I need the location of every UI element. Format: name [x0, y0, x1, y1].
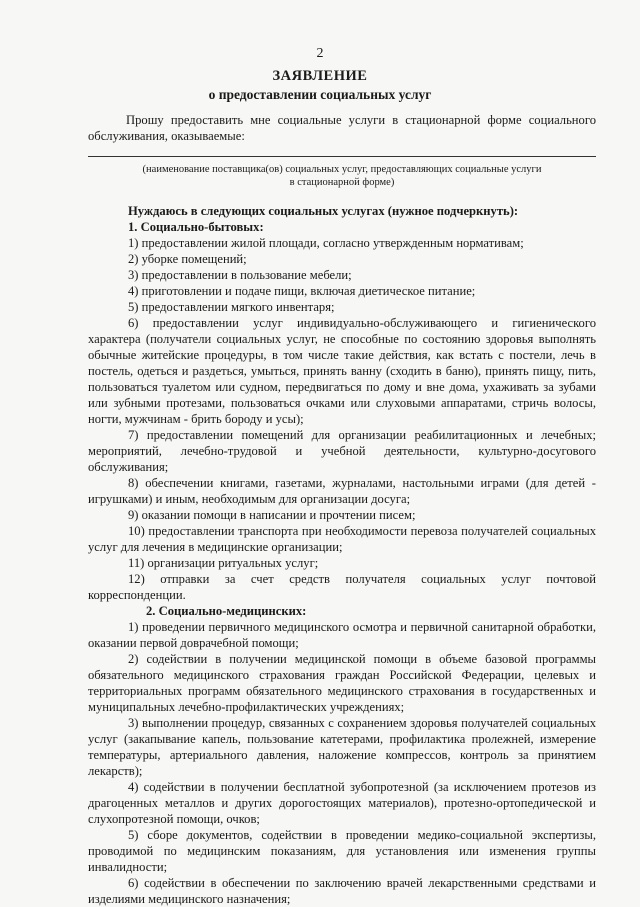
section2-item: 6) содействии в обеспечении по заключению врачей лекарственными средствами и изделиями медицинского назначения;	[88, 876, 596, 906]
section1-item: 7) предоставлении помещений для организации реабилитационных и лечебных; мероприятий, лечебно-трудовой и учебной деятельности, культурно-досугового обслуживания;	[88, 428, 596, 474]
section1-item: 2) уборке помещений;	[128, 252, 247, 266]
section2-item: 5) сборе документов, содействии в проведении медико-социальной экспертизы, проводимой по медицинским показаниям, для установления или изменения группы инвалидности;	[88, 828, 596, 874]
section2-heading: 2. Социально-медицинских:	[146, 604, 307, 618]
section1-item: 6) предоставлении услуг индивидуально-обслуживающего и гигиенического характера (получатели социальных услуг, не способные по состоянию здоровья выполнять обычные житейские процедуры, в том числе такие действия, как встать с постели, лечь в постель, одеться и раздеться, умыться, принять ванну (сходить в баню), принять пищу, пить, пользоваться туалетом или судном, передвигаться по дому и вне дома, ухаживать за зубами или зубными протезами, пользоваться очками или слуховыми аппаратами, стричь волосы, ногти, мужчинам - брить бороду и усы);	[88, 316, 596, 426]
provider-blank-line	[88, 150, 596, 157]
section1-item: 3) предоставлении в пользование мебели;	[128, 268, 352, 282]
section1-item: 1) предоставлении жилой площади, согласно утвержденным нормативам;	[128, 236, 524, 250]
section1-item: 9) оказании помощи в написании и прочтении писем;	[128, 508, 416, 522]
section2-item: 1) проведении первичного медицинского осмотра и первичной санитарной обработки, оказании первой доврачебной помощи;	[88, 620, 596, 650]
page-number: 2	[316, 46, 324, 61]
section1-heading: 1. Социально-бытовых:	[128, 220, 264, 234]
section1-item: 12) отправки за счет средств получателя социальных услуг почтовой корреспонденции.	[88, 572, 596, 602]
section2-item: 2) содействии в получении медицинской помощи в объеме базовой программы обязательного медицинского страхования граждан Российской Федерации, целевых и территориальных программ обязательного медицинского страхования в государственных и муниципальных лечебно-профилактических учреждениях;	[88, 652, 596, 714]
section2-item: 4) содействии в получении бесплатной зубопротезной (за исключением протезов из драгоценных металлов и других дорогостоящих материалов), протезно-ортопедической и слухопротезной помощи, очков;	[88, 780, 596, 826]
provider-caption-line1: (наименование поставщика(ов) социальных услуг, предоставляющих социальные услуги	[142, 164, 542, 175]
provider-caption-line2: в стационарной форме)	[289, 177, 395, 188]
need-heading: Нуждаюсь в следующих социальных услугах (нужное подчеркнуть):	[128, 204, 519, 218]
document-subtitle: о предоставлении социальных услуг	[208, 87, 432, 102]
section1-item: 4) приготовлении и подаче пищи, включая диетическое питание;	[128, 284, 476, 298]
intro-paragraph: Прошу предоставить мне социальные услуги в стационарной форме социального обслуживания, оказываемые:	[88, 113, 596, 143]
document-body	[88, 112, 596, 907]
section2-item: 3) выполнении процедур, связанных с сохранением здоровья получателей социальных услуг (закапывание капель, пользование катетерами, профилактика пролежней, измерение температуры, артериального давления, наложение компрессов, контроль за принятием лекарств);	[88, 716, 596, 778]
document-title: ЗАЯВЛЕНИЕ	[272, 68, 368, 84]
section1-item: 8) обеспечении книгами, газетами, журналами, настольными играми (для детей - игрушками) и иным, необходимым для организации досуга;	[88, 476, 596, 506]
section1-item: 10) предоставлении транспорта при необходимости перевоза получателей социальных услуг для лечения в медицинские организации;	[88, 524, 596, 554]
section1-item: 5) предоставлении мягкого инвентаря;	[128, 300, 335, 314]
section1-item: 11) организации ритуальных услуг;	[128, 556, 319, 570]
